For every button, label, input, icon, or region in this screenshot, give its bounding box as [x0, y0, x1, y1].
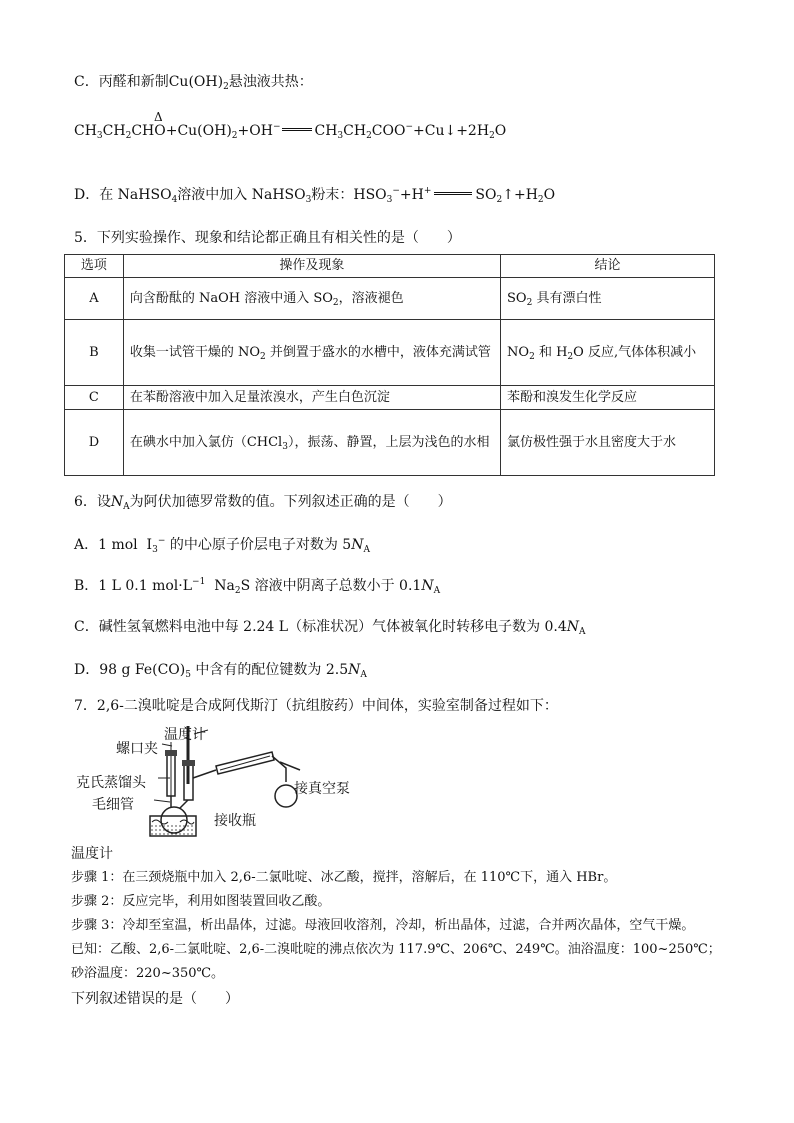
known-2: 砂浴温度：220~350℃。 [71, 966, 225, 981]
q7-stem: 7．2,6-二溴吡啶是合成阿伐斯汀（抗组胺药）中间体，实验室制备过程如下： [74, 698, 558, 714]
q6-stem: 6．设$N_A$为阿伏加德罗常数的值。下列叙述正确的是（ ） [74, 494, 452, 512]
q7-question: 下列叙述错误的是（ ） [71, 991, 239, 1007]
option-c-line: C．丙醛和新制$Cu(OH)_2$悬浊液共热： [74, 74, 313, 92]
row-option: D [65, 410, 124, 476]
q6-option-b: B．1 L 0.1 $mol\cdot L^{-1}$ $Na_2S$ 溶液中阴离子总数小于 $0.1N_A$ [74, 577, 441, 596]
row-operation: 在碘水中加入氯仿（CHCl$_3$），振荡、静置，上层为浅色的水相 [123, 410, 500, 476]
table-header: 操作及现象 [123, 255, 500, 278]
q6-option-c: C．碱性氢氧燃料电池中每 2.24 L（标准状况）气体被氧化时转移电子数为 $0.4N_A$ [74, 619, 586, 637]
known-1: 已知：乙酸、2,6-二氯吡啶、2,6-二溴吡啶的沸点依次为 117.9℃、206℃、249℃。油浴温度：100~250℃； [71, 942, 721, 957]
step-1: 步骤 1：在三颈烧瓶中加入 2,6-二氯吡啶、冰乙酸，搅拌，溶解后，在 110℃下，通入 HBr。 [71, 870, 617, 885]
row-operation: 收集一试管干燥的 $NO_2$ 并倒置于盛水的水槽中，液体充满试管 [123, 320, 500, 386]
table-row [65, 386, 715, 410]
row-option: B [65, 320, 124, 386]
label-clamp: 螺口夹 [116, 741, 158, 757]
option-d-label: D．在 [74, 187, 114, 203]
table-row [65, 320, 715, 386]
q6-option-d: D．98 g $Fe(CO)_5$ 中含有的配位键数为 $2.5N_A$ [74, 662, 367, 680]
table-header: 选项 [65, 255, 124, 278]
row-conclusion: 苯酚和溴发生化学反应 [501, 386, 715, 410]
experiment-table [64, 254, 715, 476]
option-d-line: D．在 NaHSO$_4$溶液中加入 NaHSO$_3$粉末：$HSO_3^-+H^+$ $SO_2↑+H_2O$ [74, 186, 556, 205]
option-d-powder: 粉末： [311, 187, 354, 203]
row-option: C [65, 386, 124, 410]
row-operation: 在苯酚溶液中加入足量浓溴水，产生白色沉淀 [123, 386, 500, 410]
row-conclusion: $NO_2$ 和 $H_2O$ 反应,气体体积减小 [501, 320, 715, 386]
table-row [65, 278, 715, 320]
label-vacuum: 接真空泵 [294, 781, 350, 797]
q6-stem-a: 6．设 [74, 494, 111, 510]
option-c-suffix: 悬浊液共热： [228, 74, 313, 90]
q6-option-a: A．1 mol $I_3^-$ 的中心原子价层电子对数为 $5N_A$ [74, 536, 370, 555]
table-header: 结论 [501, 255, 715, 278]
label-thermometer: 温度计 [164, 727, 206, 743]
row-conclusion: $SO_2$ 具有漂白性 [501, 278, 715, 320]
table-row [65, 410, 715, 476]
row-operation: 向含酚酞的 NaOH 溶液中通入 $SO_2$，溶液褪色 [123, 278, 500, 320]
label-receiver: 接收瓶 [214, 813, 256, 829]
label-claisen: 克氏蒸馏头 [76, 775, 146, 791]
option-c-equation: $CH_3CH_2CHO+Cu(OH)_2+OH^-$ $CH_3CH_2COO^-+Cu↓+2H_2O$ [74, 122, 507, 141]
row-conclusion: 氯仿极性强于水且密度大于水 [501, 410, 715, 476]
option-c-label: C．丙醛和新制 [74, 74, 169, 90]
step-2: 步骤 2：反应完毕，利用如图装置回收乙酸。 [71, 894, 331, 909]
distillation-apparatus [76, 722, 364, 840]
option-d-mid: 溶液中加入 [177, 187, 248, 203]
row-option: A [65, 278, 124, 320]
label-capillary: 毛细管 [92, 797, 134, 813]
figure-caption: 温度计 [71, 846, 113, 862]
heat-mark: Δ [154, 110, 163, 124]
q6-stem-b: 为阿伏加德罗常数的值。下列叙述正确的是（ ） [129, 494, 452, 510]
q5-stem: 5．下列实验操作、现象和结论都正确且有相关性的是（ ） [74, 230, 461, 246]
step-3: 步骤 3：冷却至室温，析出晶体，过滤。母液回收溶剂，冷却，析出晶体，过滤，合并两次晶体，空气干燥。 [71, 918, 695, 933]
